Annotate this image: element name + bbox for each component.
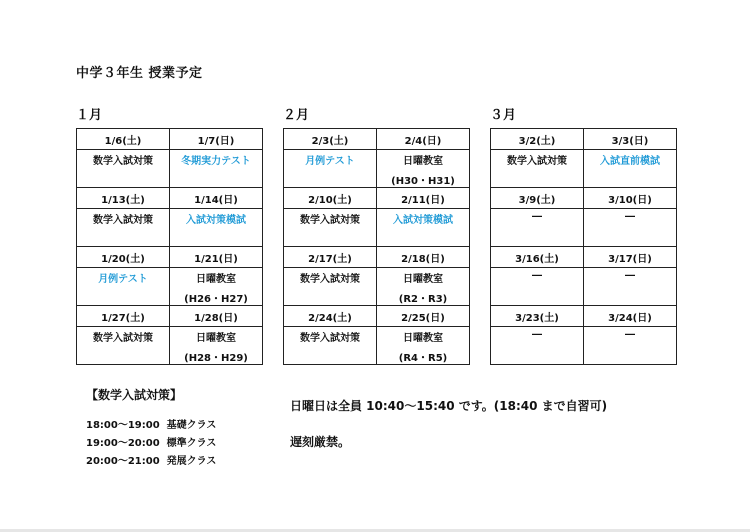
date-row — [491, 188, 677, 209]
sunday-date: 1/7(日) — [170, 129, 263, 150]
event-row — [284, 327, 470, 365]
sunday-cell — [377, 150, 470, 188]
saturday-date: 2/10(土) — [284, 188, 377, 209]
saturday-cell — [284, 209, 377, 247]
class-row — [86, 416, 216, 431]
saturday-date: 3/16(土) — [491, 247, 584, 268]
saturday-event: 月例テスト — [98, 274, 148, 285]
saturday-event: 月例テスト — [305, 156, 355, 167]
saturday-date: 1/27(土) — [77, 306, 170, 327]
date-row — [284, 188, 470, 209]
event-row — [77, 150, 263, 188]
saturday-cell — [491, 327, 584, 365]
sunday-event: 入試対策模試 — [393, 215, 453, 226]
sunday-cell — [377, 268, 470, 306]
saturday-cell — [77, 209, 170, 247]
saturday-event: 数学入試対策 — [93, 215, 153, 226]
sunday-event: 日曜教室 — [403, 333, 443, 344]
saturday-event: 数学入試対策 — [507, 156, 567, 167]
saturday-date: 3/23(土) — [491, 306, 584, 327]
saturday-date: 1/20(土) — [77, 247, 170, 268]
sunday-cell — [584, 327, 677, 365]
saturday-date: 1/13(土) — [77, 188, 170, 209]
event-row — [77, 268, 263, 306]
sunday-cell — [170, 327, 263, 365]
event-row — [284, 150, 470, 188]
saturday-cell — [77, 327, 170, 365]
sunday-event-years: (R4・R5) — [398, 353, 448, 364]
sunday-cell — [377, 327, 470, 365]
sunday-event: 入試直前模試 — [600, 156, 660, 167]
saturday-event: 数学入試対策 — [300, 333, 360, 344]
class-name: 標準クラス — [166, 438, 217, 449]
sunday-event-years: (R2・R3) — [398, 294, 448, 305]
sunday-event: 日曜教室 — [403, 274, 443, 285]
saturday-date: 1/6(土) — [77, 129, 170, 150]
month-label-feb: ２月 — [283, 108, 310, 123]
sunday-cell — [584, 268, 677, 306]
sunday-date: 1/21(日) — [170, 247, 263, 268]
event-row — [491, 150, 677, 188]
sunday-cell — [170, 150, 263, 188]
date-row — [491, 129, 677, 150]
sunday-date: 2/25(日) — [377, 306, 470, 327]
class-time: 20:00～21:00 — [86, 456, 160, 467]
saturday-event: ― — [532, 270, 542, 281]
sunday-cell — [584, 209, 677, 247]
saturday-event: ― — [532, 211, 542, 222]
event-row — [77, 327, 263, 365]
saturday-cell — [77, 150, 170, 188]
sunday-event: 入試対策模試 — [186, 215, 246, 226]
date-row — [284, 129, 470, 150]
sunday-event: 日曜教室 — [196, 274, 236, 285]
event-row — [77, 209, 263, 247]
sunday-event-years: (H30・H31) — [391, 176, 455, 187]
sunday-event-years: (H28・H29) — [184, 353, 248, 364]
class-time: 18:00～19:00 — [86, 420, 160, 431]
event-row — [284, 209, 470, 247]
sunday-date: 3/17(日) — [584, 247, 677, 268]
sunday-date: 3/24(日) — [584, 306, 677, 327]
math-prep-title: 【数学入試対策】 — [86, 388, 183, 402]
saturday-cell — [284, 327, 377, 365]
sunday-cell — [584, 150, 677, 188]
sunday-event-years: (H26・H27) — [184, 294, 248, 305]
date-row — [77, 247, 263, 268]
saturday-event: 数学入試対策 — [300, 215, 360, 226]
sunday-date: 3/3(日) — [584, 129, 677, 150]
event-row — [491, 268, 677, 306]
sunday-event: ― — [625, 270, 635, 281]
sunday-date: 2/11(日) — [377, 188, 470, 209]
saturday-cell — [77, 268, 170, 306]
date-row — [284, 306, 470, 327]
saturday-cell — [491, 150, 584, 188]
schedule-table-jan — [76, 128, 263, 365]
class-time: 19:00～20:00 — [86, 438, 160, 449]
page-title: 中学３年生 授業予定 — [76, 66, 203, 81]
month-label-jan: １月 — [76, 108, 103, 123]
saturday-cell — [491, 209, 584, 247]
date-row — [77, 188, 263, 209]
schedule-table-feb — [283, 128, 470, 365]
event-row — [491, 209, 677, 247]
sunday-event: 冬期実力テスト — [181, 156, 251, 167]
sunday-date: 1/14(日) — [170, 188, 263, 209]
sunday-event: 日曜教室 — [196, 333, 236, 344]
sunday-hours-note: 日曜日は全員 10:40～15:40 です。(18:40 まで自習可) — [290, 399, 608, 413]
sunday-date: 1/28(日) — [170, 306, 263, 327]
saturday-date: 3/9(土) — [491, 188, 584, 209]
sunday-event: ― — [625, 329, 635, 340]
saturday-event: 数学入試対策 — [93, 156, 153, 167]
event-row — [284, 268, 470, 306]
class-row — [86, 434, 216, 449]
no-lateness-note: 遅刻厳禁。 — [290, 435, 351, 449]
saturday-date: 2/17(土) — [284, 247, 377, 268]
saturday-date: 2/3(土) — [284, 129, 377, 150]
class-name: 発展クラス — [166, 456, 217, 467]
month-label-mar: ３月 — [490, 108, 517, 123]
date-row — [284, 247, 470, 268]
sunday-date: 3/10(日) — [584, 188, 677, 209]
sunday-event: ― — [625, 211, 635, 222]
sunday-date: 2/4(日) — [377, 129, 470, 150]
class-name: 基礎クラス — [166, 420, 217, 431]
saturday-cell — [284, 150, 377, 188]
date-row — [491, 306, 677, 327]
sunday-cell — [170, 268, 263, 306]
saturday-event: 数学入試対策 — [93, 333, 153, 344]
sunday-cell — [377, 209, 470, 247]
saturday-cell — [491, 268, 584, 306]
saturday-event: 数学入試対策 — [300, 274, 360, 285]
date-row — [77, 306, 263, 327]
date-row — [491, 247, 677, 268]
sunday-event: 日曜教室 — [403, 156, 443, 167]
saturday-date: 3/2(土) — [491, 129, 584, 150]
saturday-cell — [284, 268, 377, 306]
sunday-cell — [170, 209, 263, 247]
saturday-event: ― — [532, 329, 542, 340]
sunday-date: 2/18(日) — [377, 247, 470, 268]
schedule-table-mar — [490, 128, 677, 365]
class-row — [86, 452, 216, 467]
date-row — [77, 129, 263, 150]
saturday-date: 2/24(土) — [284, 306, 377, 327]
event-row — [491, 327, 677, 365]
